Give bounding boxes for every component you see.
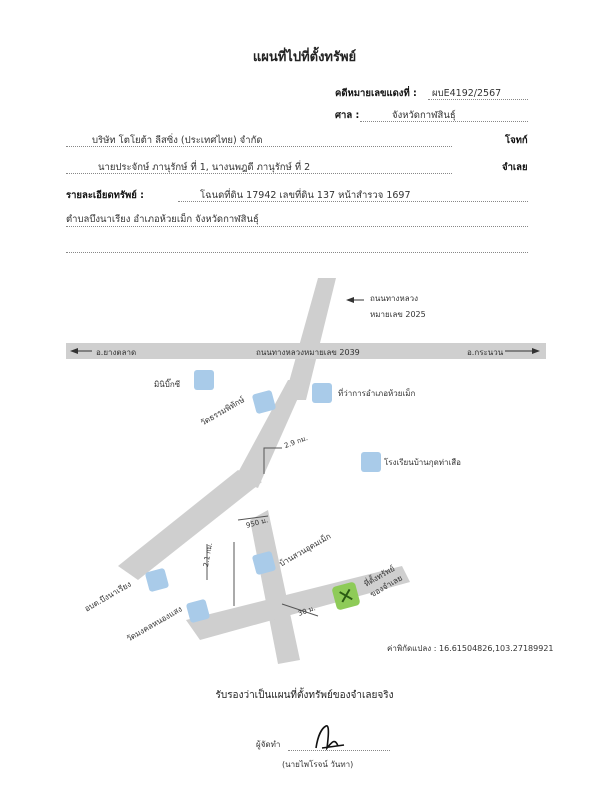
school-label: โรงเรียนบ้านกุดท่าเสือ (384, 458, 461, 467)
road-diagonal-main (118, 470, 262, 580)
signature-line (288, 750, 390, 751)
coordinates-label: ค่าพิกัดแปลง : 16.61504826,103.27189921 (387, 644, 554, 653)
property-label-map: ที่ตั้งทรัพย์ ของจำเลย (362, 563, 404, 600)
property-line1: โฉนดที่ดิน 17942 เลขที่ดิน 137 หน้าสำรวจ 1697 (200, 190, 411, 201)
case-number-label: คดีหมายเลขแดงที่ : (335, 88, 417, 99)
defendant-name: นายประจักษ์ ภานุรักษ์ ที่ 1, นางนพฎดี ภานุรักษ์ ที่ 2 (98, 162, 311, 173)
sao-label: อบต.บึงนาเรียง (83, 579, 133, 614)
property-marker-icon: ✕ (331, 581, 360, 610)
temple-nongsaeng-label: วัดมงคลหนองแสง (125, 604, 184, 644)
school-icon (361, 452, 381, 472)
left-direction-label: อ.ยางตลาด (96, 348, 137, 357)
plaintiff-role: โจทก์ (505, 135, 528, 146)
temple-label: วัดธรรมพิทักษ์ (199, 395, 247, 428)
highway-2025-label: ถนนทางหลวง หมายเลข 2025 (370, 294, 426, 319)
village-label: บ้านสวนอุดมเม็ก (277, 531, 333, 569)
court-label: ศาล : (335, 110, 360, 121)
distance-label-2: 950 ม. (245, 516, 269, 530)
property-label: รายละเอียดทรัพย์ : (66, 190, 144, 201)
highway-2039-label: ถนนทางหลวงหมายเลข 2039 (256, 348, 360, 357)
distance-label-4: 30 ม. (297, 604, 317, 618)
minimart-label: มินิบิ๊กซี (154, 380, 181, 389)
distance-label-3: 2.1 กม. (201, 542, 215, 568)
case-number-value: ผบE4192/2567 (432, 88, 502, 99)
certify-text: รับรองว่าเป็นแผนที่ตั้งทรัพย์ของจำเลยจริง (215, 690, 394, 701)
road-to-property (250, 510, 300, 664)
page-title: แผนที่ไปที่ตั้งทรัพย์ (252, 50, 357, 65)
signer-label: ผู้จัดทำ (256, 740, 281, 749)
signer-name: (นายไพโรจน์ วันทา) (282, 760, 354, 769)
distance-label-1: 2.9 กม. (283, 434, 309, 450)
district-office-icon (312, 383, 332, 403)
minimart-icon (194, 370, 214, 390)
right-direction-label: อ.กระนวน (467, 348, 504, 357)
district-office-label: ที่ว่าการอำเภอห้วยเม็ก (338, 389, 416, 398)
court-value: จังหวัดกาฬสินธุ์ (392, 110, 456, 121)
plaintiff-name: บริษัท โตโยต้า ลีสซิ่ง (ประเทศไทย) จำกัด (92, 135, 263, 146)
defendant-role: จำเลย (502, 162, 528, 173)
property-line2: ตำบลบึงนาเรียง อำเภอห้วยเม็ก จังหวัดกาฬสินธุ์ (66, 214, 259, 225)
